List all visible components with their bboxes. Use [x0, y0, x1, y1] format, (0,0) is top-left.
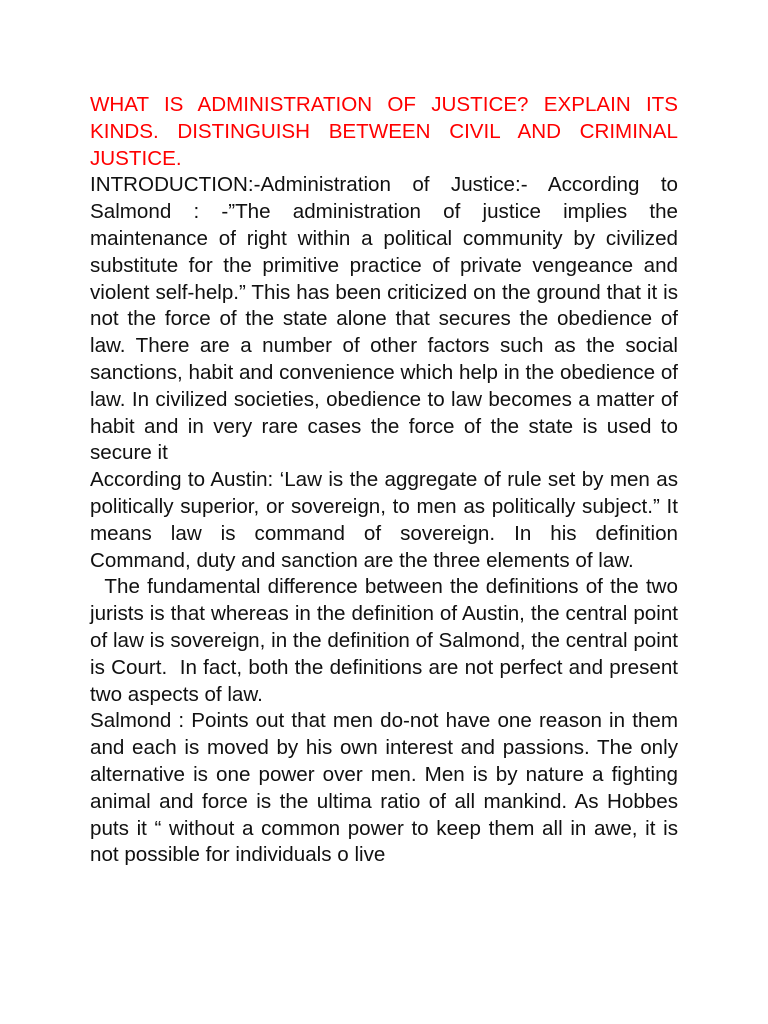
document-title: WHAT IS ADMINISTRATION OF JUSTICE? EXPLAIN ITS KINDS. DISTINGUISH BETWEEN CIVIL AND CRIMINAL JUSTICE. [90, 93, 678, 170]
paragraph-salmond: Salmond : Points out that men do-not have one reason in them and each is moved by his own interest and passions. The only alternative is one power over men. Men is by nature a fighting animal and force is the ultima ratio of all mankind. As Hobbes puts it “ without a common power to keep them all in awe, it is not possible for individuals o live [90, 709, 678, 867]
document-page [90, 92, 684, 869]
paragraph-difference: The fundamental difference between the definitions of the two jurists is that whereas in the definition of Austin, the central point of law is sovereign, in the definition of Salmond, the central point is Court. In fact, both the definitions are not perfect and present two aspects of law. [90, 575, 684, 706]
paragraph-introduction: INTRODUCTION:-Administration of Justice:- According to Salmond : -”The administration of justice implies the maintenance of right within a political community by civilized substitute for the primitive practice of private vengeance and violent self-help.” This has been criticized on the ground that it is not the force of the state alone that secures the obedience of law. There are a number of other factors such as the social sanctions, habit and convenience which help in the obedience of law. In civilized societies, obedience to law becomes a matter of habit and in very rare cases the force of the state is used to secure it [90, 173, 678, 465]
paragraph-austin: According to Austin: ‘Law is the aggregate of rule set by men as politically superior, or sovereign, to men as politically subject.” It means law is command of sovereign. In his definition Command, duty and sanction are the three elements of law. [90, 468, 678, 572]
